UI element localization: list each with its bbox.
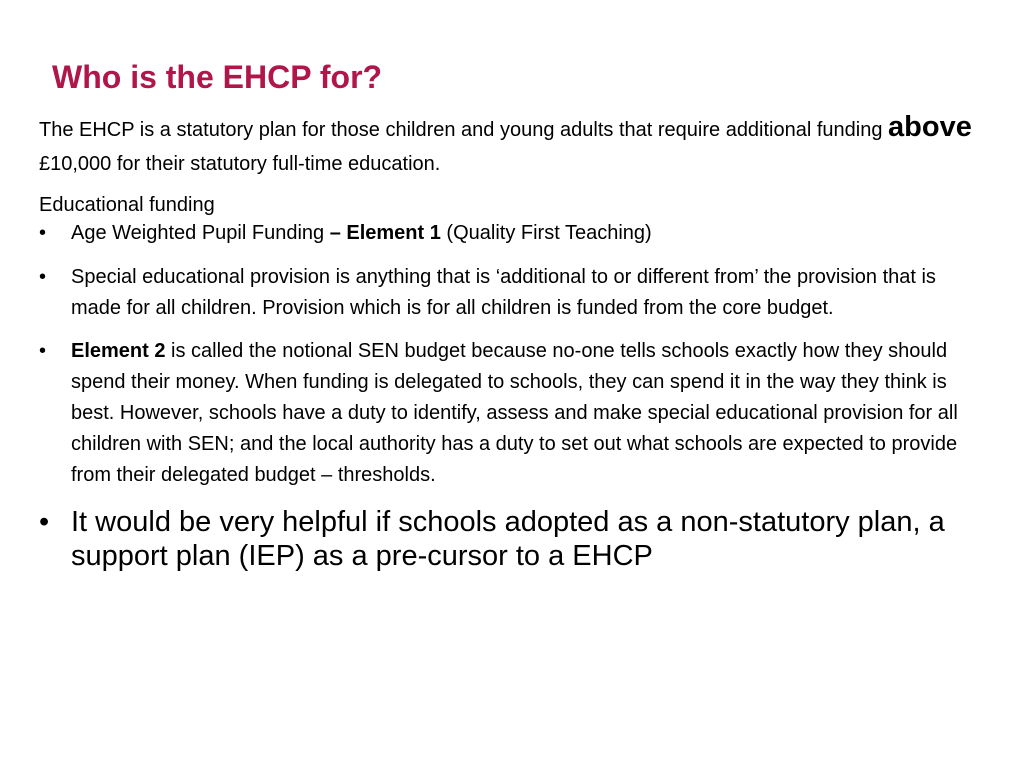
slide-title: Who is the EHCP for?	[52, 59, 383, 95]
bullet-item-element-1	[39, 219, 989, 247]
bullet-list	[39, 219, 989, 573]
bullet-item-element-2	[39, 336, 989, 491]
intro-emphasis: above	[888, 111, 972, 143]
bullet-item-special-provision	[39, 262, 989, 324]
bullet-text: It would be very helpful if schools adopted as a non-statutory plan, a support plan (IEP) as a pre-cursor to a EHCP	[71, 506, 945, 572]
bullet-text: Age Weighted Pupil Funding	[71, 222, 330, 244]
bullet-marker: •	[39, 222, 47, 244]
bullet-bold-text: – Element 1	[329, 222, 441, 244]
intro-text-start: The EHCP is a statutory plan for those children and young adults that require additional funding	[39, 119, 889, 141]
intro-paragraph	[39, 110, 989, 181]
bullet-marker: •	[39, 506, 50, 538]
bullet-bold-text: Element 2	[71, 340, 166, 362]
bullet-marker: •	[39, 266, 47, 288]
bullet-item-support-plan	[39, 505, 989, 573]
bullet-text: (Quality First Teaching)	[440, 222, 652, 244]
slide-body	[39, 110, 989, 573]
bullet-marker: •	[39, 340, 47, 362]
section-heading: Educational funding	[39, 194, 215, 216]
bullet-text: Special educational provision is anything that is ‘additional to or different from’ the provision that is made for all children. Provision which is for all children is funded from the core budget.	[71, 266, 936, 319]
intro-text-end: £10,000 for their statutory full-time education.	[39, 153, 441, 175]
bullet-text: is called the notional SEN budget because no-one tells schools exactly how they should spend their money. When funding is delegated to schools, they can spend it in the way they think is best. However, schools have a duty to identify, assess and make special educational provision for all children with SEN; and the local authority has a duty to set out what schools are expected to provide from their delegated budget – thresholds.	[71, 340, 958, 486]
